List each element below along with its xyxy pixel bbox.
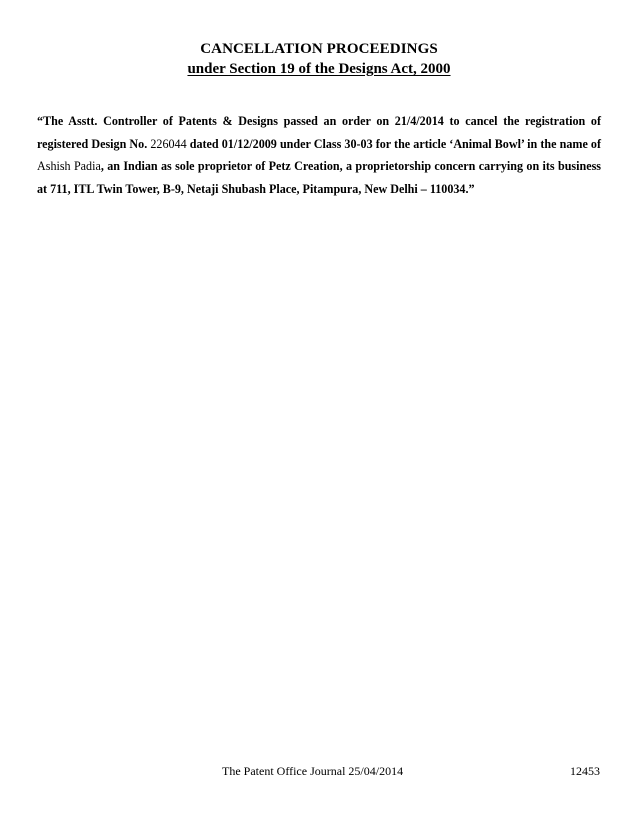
page-footer bbox=[0, 762, 638, 780]
notice-text-part1: “The Asstt. Controller of Patents & Designs passed an order on 21/4/2014 to cancel the registration of registered Design No. bbox=[37, 114, 601, 151]
document-subtitle: under Section 19 of the Designs Act, 2000 bbox=[187, 61, 451, 77]
document-header bbox=[0, 39, 638, 79]
design-number: 226044 bbox=[150, 136, 187, 151]
document-title: CANCELLATION PROCEEDINGS bbox=[200, 41, 438, 57]
notice-text-part3: , an Indian as sole proprietor of Petz Creation, a proprietorship concern carrying on its business at 711, ITL Twin Tower, B-9, Netaji Shubash Place, Pitampura, New Delhi – 110034.” bbox=[37, 159, 601, 197]
notice-text-part2: dated 01/12/2009 under Class 30-03 for the article ‘Animal Bowl’ in the name of bbox=[186, 136, 601, 151]
proprietor-name: Ashish Padia bbox=[37, 159, 101, 174]
page-number: 12453 bbox=[570, 764, 600, 778]
notice-paragraph bbox=[37, 110, 601, 201]
journal-citation: The Patent Office Journal 25/04/2014 bbox=[222, 764, 404, 778]
